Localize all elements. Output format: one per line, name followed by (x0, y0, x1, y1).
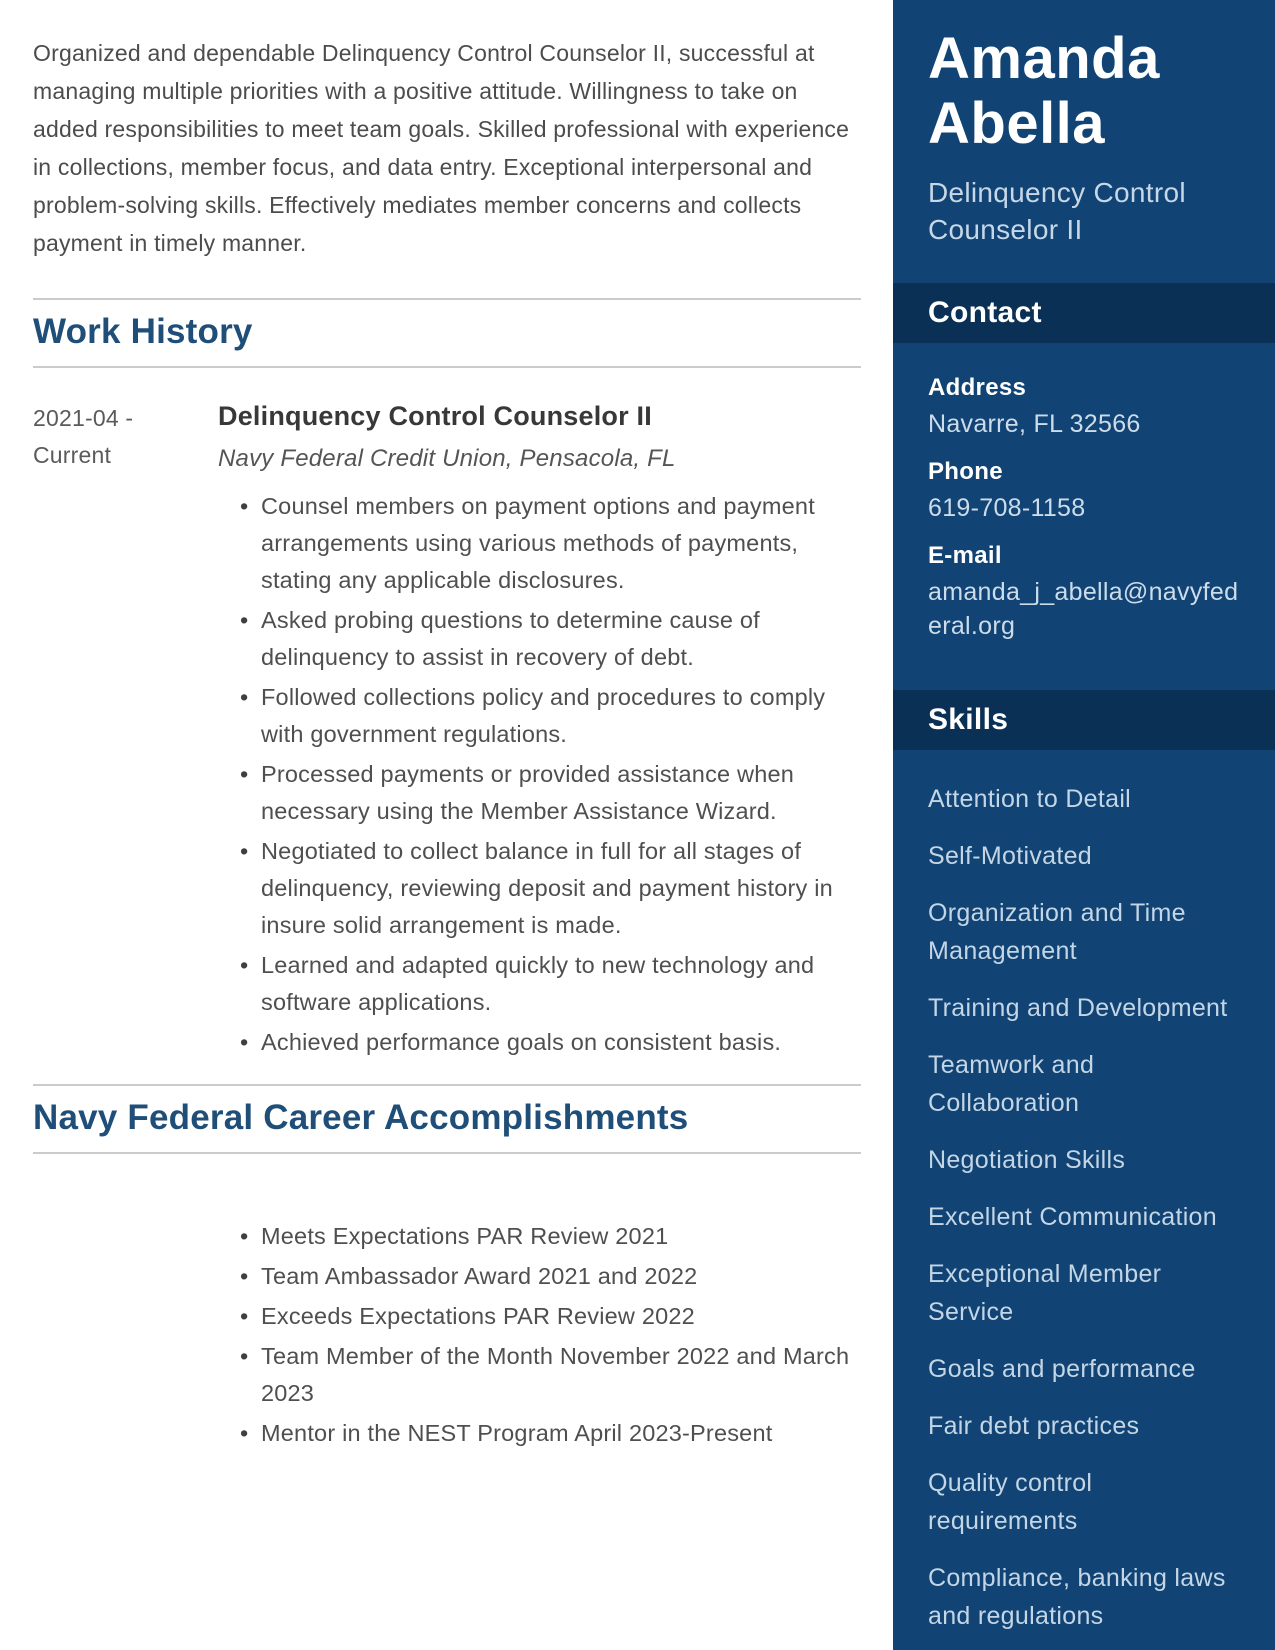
accomplishment-bullet: • Mentor in the NEST Program April 2023-Present (240, 1415, 861, 1452)
skill-item: Negotiation Skills (928, 1146, 1126, 1174)
accomplishments-section (33, 1084, 861, 1452)
skill-item: Quality control requirements (928, 1469, 1093, 1535)
accomplishment-bullet: • Exceeds Expectations PAR Review 2022 (240, 1298, 861, 1335)
entry-date-end: Current (33, 442, 112, 468)
skill-item: Self-Motivated (928, 842, 1092, 870)
person-name: Amanda Abella (928, 26, 1160, 156)
contact-heading: Contact (928, 296, 1042, 329)
phone-label: Phone (928, 458, 1003, 485)
skill-item: Goals and performance (928, 1355, 1196, 1383)
contact-email-item (928, 541, 1247, 643)
work-history-entry (33, 368, 861, 1064)
contact-heading-band (893, 283, 1275, 343)
entry-bullet: • Negotiated to collect balance in full for all stages of delinquency, reviewing deposit and payment history in insure solid arrangement is made. (240, 833, 861, 944)
contact-address-item (928, 373, 1247, 441)
entry-job-title: Delinquency Control Counselor II (218, 401, 652, 431)
entry-date-range (33, 400, 218, 1064)
entry-bullet: • Followed collections policy and procedures to comply with government regulations. (240, 679, 861, 753)
skill-item: Fair debt practices (928, 1412, 1140, 1440)
entry-body (218, 400, 861, 1064)
entry-company: Navy Federal Credit Union, Pensacola, FL (218, 445, 676, 472)
entry-bullet: • Counsel members on payment options and payment arrangements using various methods of payments, stating any applicable disclosures. (240, 488, 861, 599)
skills-list (893, 750, 1275, 1635)
address-label: Address (928, 374, 1027, 401)
skill-item: Compliance, banking laws and regulations (928, 1564, 1226, 1630)
accomplishments-heading: Navy Federal Career Accomplishments (33, 1098, 689, 1137)
entry-bullet: • Processed payments or provided assistance when necessary using the Member Assistance Wizard. (240, 756, 861, 830)
skills-heading: Skills (928, 703, 1009, 736)
accomplishment-bullet: • Meets Expectations PAR Review 2021 (240, 1218, 861, 1255)
email-label: E-mail (928, 542, 1002, 569)
skill-item: Attention to Detail (928, 785, 1132, 813)
professional-summary: Organized and dependable Delinquency Control Counselor II, successful at managing multiple priorities with a positive attitude. Willingness to take on added responsibilities to meet team goals. Skilled professional with experience in collections, member focus, and data entry. Exceptional interpersonal and problem-solving skills. Effectively mediates member concerns and collects payment in timely manner. (33, 40, 850, 256)
contact-block (893, 343, 1275, 643)
entry-bullet: • Learned and adapted quickly to new technology and software applications. (240, 947, 861, 1021)
accomplishments-header (33, 1084, 861, 1154)
skill-item: Teamwork and Collaboration (928, 1051, 1095, 1117)
phone-value: 619-708-1158 (928, 494, 1086, 522)
entry-bullet-list (240, 488, 861, 1061)
accomplishment-bullet: • Team Ambassador Award 2021 and 2022 (240, 1258, 861, 1295)
skill-item: Exceptional Member Service (928, 1260, 1162, 1326)
sidebar (893, 0, 1275, 1650)
entry-date-start: 2021-04 - (33, 405, 134, 431)
skill-item: Training and Development (928, 994, 1228, 1022)
email-value: amanda_j_abella@navyfederal.org (928, 578, 1239, 640)
accomplishments-bullet-list (240, 1218, 861, 1452)
skill-item: Excellent Communication (928, 1203, 1217, 1231)
skill-item: Organization and Time Management (928, 899, 1186, 965)
work-history-header (33, 298, 861, 368)
skills-heading-band (893, 690, 1275, 750)
address-value: Navarre, FL 32566 (928, 410, 1141, 438)
entry-bullet: • Asked probing questions to determine cause of delinquency to assist in recovery of debt. (240, 602, 861, 676)
entry-bullet: • Achieved performance goals on consistent basis. (240, 1024, 861, 1061)
accomplishment-bullet: • Team Member of the Month November 2022 and March 2023 (240, 1338, 861, 1412)
work-history-heading: Work History (33, 312, 253, 351)
person-job-title: Delinquency Control Counselor II (928, 177, 1186, 245)
contact-phone-item (928, 457, 1247, 525)
